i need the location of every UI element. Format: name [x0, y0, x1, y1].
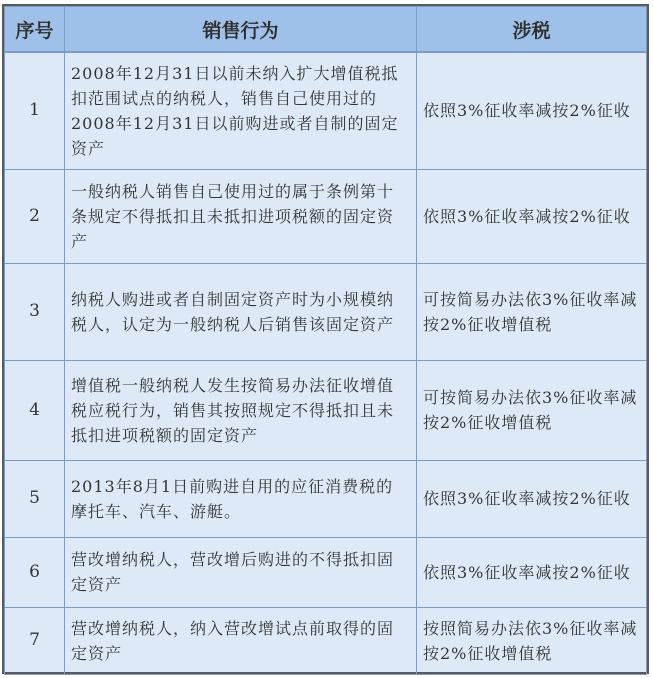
- row-behavior: 纳税人购进或者自制固定资产时为小规模纳税人，认定为一般纳税人后销售该固定资产: [65, 263, 417, 360]
- table-row: [5, 52, 647, 169]
- row-tax: 依照3%征收率减按2%征收: [417, 460, 647, 537]
- row-tax: 依照3%征收率减按2%征收: [417, 537, 647, 607]
- table-row: [5, 607, 647, 674]
- row-tax: 可按简易办法依3%征收率减按2%征收增值税: [417, 360, 647, 460]
- table-body: [5, 52, 647, 674]
- table-row: [5, 537, 647, 607]
- header-row: [5, 7, 647, 53]
- row-index: 4: [5, 360, 65, 460]
- tax-table: [4, 6, 647, 675]
- row-index: 1: [5, 52, 65, 169]
- row-behavior: 营改增纳税人，纳入营改增试点前取得的固定资产: [65, 607, 417, 674]
- row-index: 6: [5, 537, 65, 607]
- row-behavior: 2013年8月1日前购进自用的应征消费税的摩托车、汽车、游艇。: [65, 460, 417, 537]
- row-tax: 可按简易办法依3%征收率减按2%征收增值税: [417, 263, 647, 360]
- row-tax: 依照3%征收率减按2%征收: [417, 52, 647, 169]
- table-row: [5, 263, 647, 360]
- row-tax: 依照3%征收率减按2%征收: [417, 169, 647, 263]
- tax-table-container: [2, 4, 649, 674]
- row-index: 3: [5, 263, 65, 360]
- row-index: 2: [5, 169, 65, 263]
- table-header: [5, 7, 647, 53]
- row-index: 5: [5, 460, 65, 537]
- header-tax: 涉税: [417, 7, 647, 53]
- header-index: 序号: [5, 7, 65, 53]
- row-behavior: 2008年12月31日以前未纳入扩大增值税抵扣范围试点的纳税人，销售自己使用过的2008年12月31日以前购进或者自制的固定资产: [65, 52, 417, 169]
- table-row: [5, 169, 647, 263]
- row-index: 7: [5, 607, 65, 674]
- row-behavior: 营改增纳税人，营改增后购进的不得抵扣固定资产: [65, 537, 417, 607]
- table-row: [5, 360, 647, 460]
- row-behavior: 增值税一般纳税人发生按简易办法征收增值税应税行为，销售其按照规定不得抵扣且未抵扣进项税额的固定资产: [65, 360, 417, 460]
- row-tax: 按照简易办法依3%征收率减按2%征收增值税: [417, 607, 647, 674]
- row-behavior: 一般纳税人销售自己使用过的属于条例第十条规定不得抵扣且未抵扣进项税额的固定资产: [65, 169, 417, 263]
- header-behavior: 销售行为: [65, 7, 417, 53]
- table-row: [5, 460, 647, 537]
